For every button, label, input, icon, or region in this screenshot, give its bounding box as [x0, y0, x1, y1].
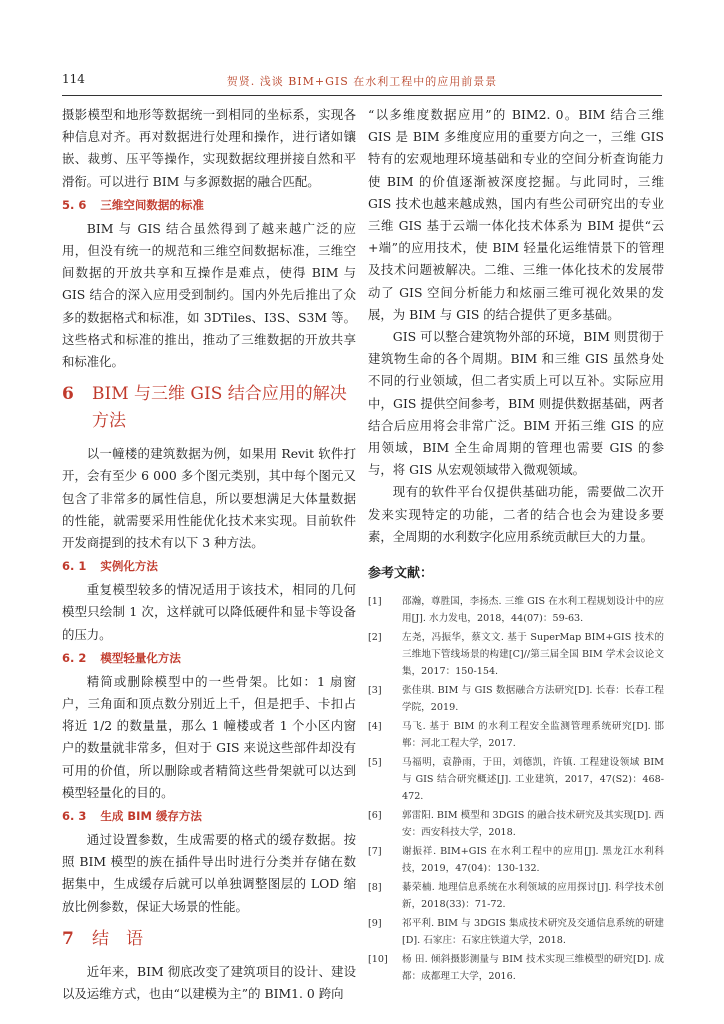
paragraph: 近年来，BIM 彻底改变了建筑项目的设计、建设以及运维方式，也由“以建模为主”的 BIM1. 0 跨向: [62, 963, 356, 1002]
paragraph: 摄影模型和地形等数据统一到相同的坐标系，实现各种信息对齐。再对数据进行处理和操作，进行诸如镶嵌、裁剪、压平等操作，实现数据纹理拼接自然和平滑衔。可以进行 BIM 与多源数据的融合匹配。: [62, 107, 356, 189]
paragraph: GIS 可以整合建筑物外部的环境，BIM 则贯彻于建筑物生命的各个周期。BIM 和三维 GIS 虽然身处不同的行业领域，但二者实质上可以互补。实际应用中，GIS 提供空间参考，BIM 则提供数据基础，两者结合后应用将会非常广泛。BIM 开拓三维 GIS 的应用领域，BIM 全生命周期的管理也需要 GIS 的参与，将 GIS 从宏观领域带入微观领域。: [368, 329, 664, 478]
left-column: [62, 104, 356, 1005]
reference-item: [9] 祁平利. BIM 与 3DGIS 集成技术研究及交通信息系统的研建[D]. 石家庄：石家庄铁道大学，2018.: [368, 918, 664, 947]
paragraph: 通过设置参数，生成需要的格式的缓存数据。按照 BIM 模型的族在插件导出时进行分类并存储在数据集中，生成缓存后就可以单独调整图层的 LOD 缩放比例参数，保证大场景的性能。: [62, 832, 356, 914]
section-7-heading: 7 结 语: [62, 928, 143, 949]
paragraph: 现有的软件平台仅提供基础功能，需要做二次开发来实现特定的功能，二者的结合也会为建设多要素，全周期的水利数字化应用系统贡献巨大的力量。: [368, 484, 664, 544]
header-rule: [62, 95, 662, 96]
page-number: 114: [62, 72, 85, 86]
right-column: [368, 104, 664, 987]
reference-item: [7] 谢振祥. BIM+GIS 在水利工程中的应用[J]. 黑龙江水利科技，2019，47(04)：130-132.: [368, 846, 664, 875]
reference-item: [4] 马飞. 基于 BIM 的水利工程安全监测管理系统研究[D]. 邯郸：河北工程大学，2017.: [368, 721, 664, 750]
paragraph: “以多维度数据应用”的 BIM2. 0。BIM 结合三维 GIS 是 BIM 多维度应用的重要方向之一，三维 GIS 特有的宏观地理环境基础和专业的空间分析查询能力使 BIM 的价值逐渐被深度挖掘。与此同时，三维 GIS 技术也越来越成熟，国内有些公司研究出的专业三维 GIS 基于云端一体化技术体系为 BIM 提供“云+端”的应用技术，使 BIM 轻量化运维情景下的管理及技术问题被解决。二维、三维一体化技术的发展带动了 GIS 空间分析能力和炫丽三维可视化效果的发展，为 BIM 与 GIS 的结合提供了更多基础。: [368, 107, 664, 322]
section-6-2-heading: 6. 2 模型轻量化方法: [62, 650, 181, 665]
reference-item: [2] 左尧，冯振华，蔡文文. 基于 SuperMap BIM+GIS 技术的三维地下管线场景的构建[C]//第三届全国 BIM 学术会议论文集，2017：150-154.: [368, 632, 664, 678]
section-6-3-heading: 6. 3 生成 BIM 缓存方法: [62, 809, 202, 824]
reference-item: [3] 张佳琪. BIM 与 GIS 数据融合方法研究[D]. 长春：长春工程学院，2019.: [368, 685, 664, 714]
section-6-heading: 6 BIM 与三维 GIS 结合应用的解决 方法: [62, 384, 347, 432]
references-heading: 参考文献：: [368, 566, 434, 582]
running-title: 贺贤. 浅谈 BIM+GIS 在水利工程中的应用前景景: [226, 75, 498, 88]
page-header: [62, 72, 662, 94]
section-5-6-heading: 5. 6 三维空间数据的标准: [62, 197, 204, 212]
paragraph: 以一幢楼的建筑数据为例，如果用 Revit 软件打开，会有至少 6 000 多个图元类别，其中每个图元又包含了非常多的属性信息，所以要想满足大体量数据的性能，就需要采用性能优化技术来实现。目前软件开发商提到的技术有以下 3 种方法。: [62, 446, 356, 551]
reference-item: [6] 郭雷阳. BIM 模型和 3DGIS 的融合技术研究及其实现[D]. 西安：西安科技大学，2018.: [368, 810, 664, 839]
paragraph: 重复模型较多的情况适用于该技术，相同的几何模型只绘制 1 次，这样就可以降低硬件和显卡等设备的压力。: [62, 582, 356, 642]
paragraph: BIM 与 GIS 结合虽然得到了越来越广泛的应用，但没有统一的规范和三维空间数据标准，三维空间数据的开放共享和互操作是难点，使得 BIM 与 GIS 结合的深入应用受到制约。国内外先后推出了众多的数据格式和标准，如 3DTiles、I3S、S3M 等。这些格式和标准的推出，推动了三维数据的开放共享和标准化。: [62, 220, 356, 370]
paragraph: 精简或删除模型中的一些骨架。比如：1 扇窗户，三角面和顶点数分别近上千，但是把手、卡扣占将近 1/2 的数量量，那么 1 幢楼或者 1 个小区内窗户的数量就非常多，但对于 GIS 来说这些部件却没有可用的价值，所以删除或者精简这些骨架就可以达到模型轻量化的目的。: [62, 673, 356, 800]
reference-item: [1] 邵瀚，尊胜国，李扬杰. 三维 GIS 在水利工程规划设计中的应用[J]. 水力发电，2018，44(07)：59-63.: [368, 596, 664, 625]
reference-list: [368, 593, 664, 985]
section-6-1-heading: 6. 1 实例化方法: [62, 559, 158, 574]
reference-item: [5] 马福明，袁静雨，于田，刘德凯，许镇. 工程建设领域 BIM 与 GIS 结合研究概述[J]. 工业建筑，2017，47(S2)：468-472.: [368, 757, 664, 803]
reference-item: [8] 綦荣楠. 地理信息系统在水利领域的应用探讨[J]. 科学技术创新，2018(33)：71-72.: [368, 882, 664, 911]
reference-item: [10] 杨 田. 倾斜摄影测量与 BIM 技术实现三维模型的研究[D]. 成都：成都理工大学，2016.: [368, 954, 664, 983]
